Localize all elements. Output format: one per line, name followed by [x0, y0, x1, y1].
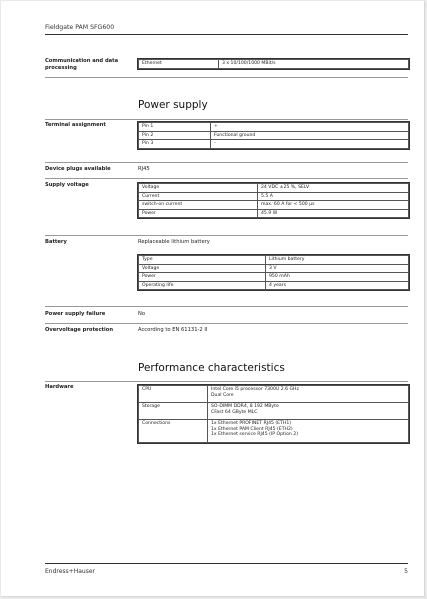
section-rule — [45, 77, 408, 78]
table-cell: Ethernet — [139, 60, 219, 69]
footer-page-number: 5 — [404, 568, 408, 575]
section-rule — [45, 119, 408, 120]
hardware-label: Hardware — [45, 384, 74, 390]
table-cell: Current — [139, 192, 258, 201]
table-cell: 5.5 A — [258, 192, 409, 201]
section-rule — [45, 235, 408, 236]
table-cell: switch-on current — [139, 201, 258, 210]
table-cell: 45.9 W — [258, 209, 409, 218]
table-cell: Lithium battery — [266, 256, 409, 265]
footer-brand: Endress+Hauser — [45, 568, 95, 575]
cell-line: Intel Core i5 processor 7300U 2.6 GHz — [211, 387, 299, 392]
overvoltage-label: Overvoltage protection — [45, 327, 114, 333]
table-cell: 3 V — [266, 264, 409, 273]
table-cell: Storage — [139, 403, 208, 420]
table-cell: Pin 3 — [139, 140, 211, 149]
table-cell — [208, 420, 409, 443]
table-cell: Pin 2 — [139, 131, 211, 140]
table-row — [139, 273, 409, 282]
table-cell: max. 60 A for < 500 µs — [258, 201, 409, 210]
footer-rule — [45, 563, 408, 564]
table-cell: Power — [139, 273, 266, 282]
table-cell: Connections — [139, 420, 208, 443]
plugs-value: RJ45 — [138, 166, 150, 172]
table-row — [139, 209, 409, 218]
table-cell: Voltage — [139, 184, 258, 193]
section-heading-performance: Performance characteristics — [138, 362, 285, 374]
terminal-label: Terminal assignment — [45, 122, 106, 128]
section-rule — [45, 178, 408, 179]
cell-line: SO-DIMM DDR4, 8 192 MByte — [211, 404, 279, 409]
table-row — [139, 420, 409, 443]
table-cell: Power — [139, 209, 258, 218]
hardware-table — [138, 385, 409, 443]
table-cell: Pin 1 — [139, 123, 211, 132]
header-rule — [45, 34, 408, 35]
table-cell: CPU — [139, 386, 208, 403]
plugs-label: Device plugs available — [45, 166, 111, 172]
table-row — [139, 123, 409, 132]
cell-line: 1x Ethernet PAM Client RJ45 (ETH2) — [211, 426, 293, 432]
table-cell: Operating life — [139, 281, 266, 290]
table-row — [139, 201, 409, 210]
table-cell — [208, 386, 409, 403]
section-rule — [45, 162, 408, 163]
table-row — [139, 184, 409, 193]
table-row — [139, 192, 409, 201]
cell-line: CFast 64 GByte MLC — [211, 409, 258, 415]
failure-value: No — [138, 311, 146, 317]
table-cell: 24 VDC ±25 %, SELV — [258, 184, 409, 193]
table-cell: Type — [139, 256, 266, 265]
failure-label: Power supply failure — [45, 311, 106, 317]
voltage-label: Supply voltage — [45, 182, 89, 188]
table-cell: 3 x 10/100/1000 MBit/s — [219, 60, 409, 69]
table-cell: Functional ground — [211, 131, 409, 140]
table-row — [139, 140, 409, 149]
overvoltage-value: According to EN 61131-2 II — [138, 327, 208, 333]
comm-table — [138, 59, 409, 69]
terminal-table — [138, 122, 409, 149]
voltage-table — [138, 183, 409, 218]
table-row — [139, 264, 409, 273]
table-cell: + — [211, 123, 409, 132]
section-rule — [45, 323, 408, 324]
table-cell: - — [211, 140, 409, 149]
battery-table — [138, 255, 409, 290]
section-heading-power-supply: Power supply — [138, 99, 208, 111]
document-page — [1, 1, 425, 597]
battery-label: Battery — [45, 239, 67, 245]
table-cell: 950 mAh — [266, 273, 409, 282]
cell-line: 1x Ethernet service RJ45 (IP Option 2) — [211, 432, 299, 438]
cell-line: 1x Ethernet PROFINET RJ45 (ETH1) — [211, 421, 292, 426]
table-row — [139, 131, 409, 140]
section-rule — [45, 306, 408, 307]
table-row — [139, 256, 409, 265]
section-rule — [45, 381, 408, 382]
table-cell — [208, 403, 409, 420]
table-row — [139, 60, 409, 69]
table-row — [139, 386, 409, 403]
table-cell: 4 years — [266, 281, 409, 290]
battery-value: Replaceable lithium battery — [138, 239, 210, 245]
table-row — [139, 281, 409, 290]
table-row — [139, 403, 409, 420]
header-title: Fieldgate PAM SFG600 — [45, 24, 115, 31]
table-cell: Voltage — [139, 264, 266, 273]
cell-line: Dual Core — [211, 392, 234, 398]
comm-label: Communication and data processing — [45, 58, 119, 71]
